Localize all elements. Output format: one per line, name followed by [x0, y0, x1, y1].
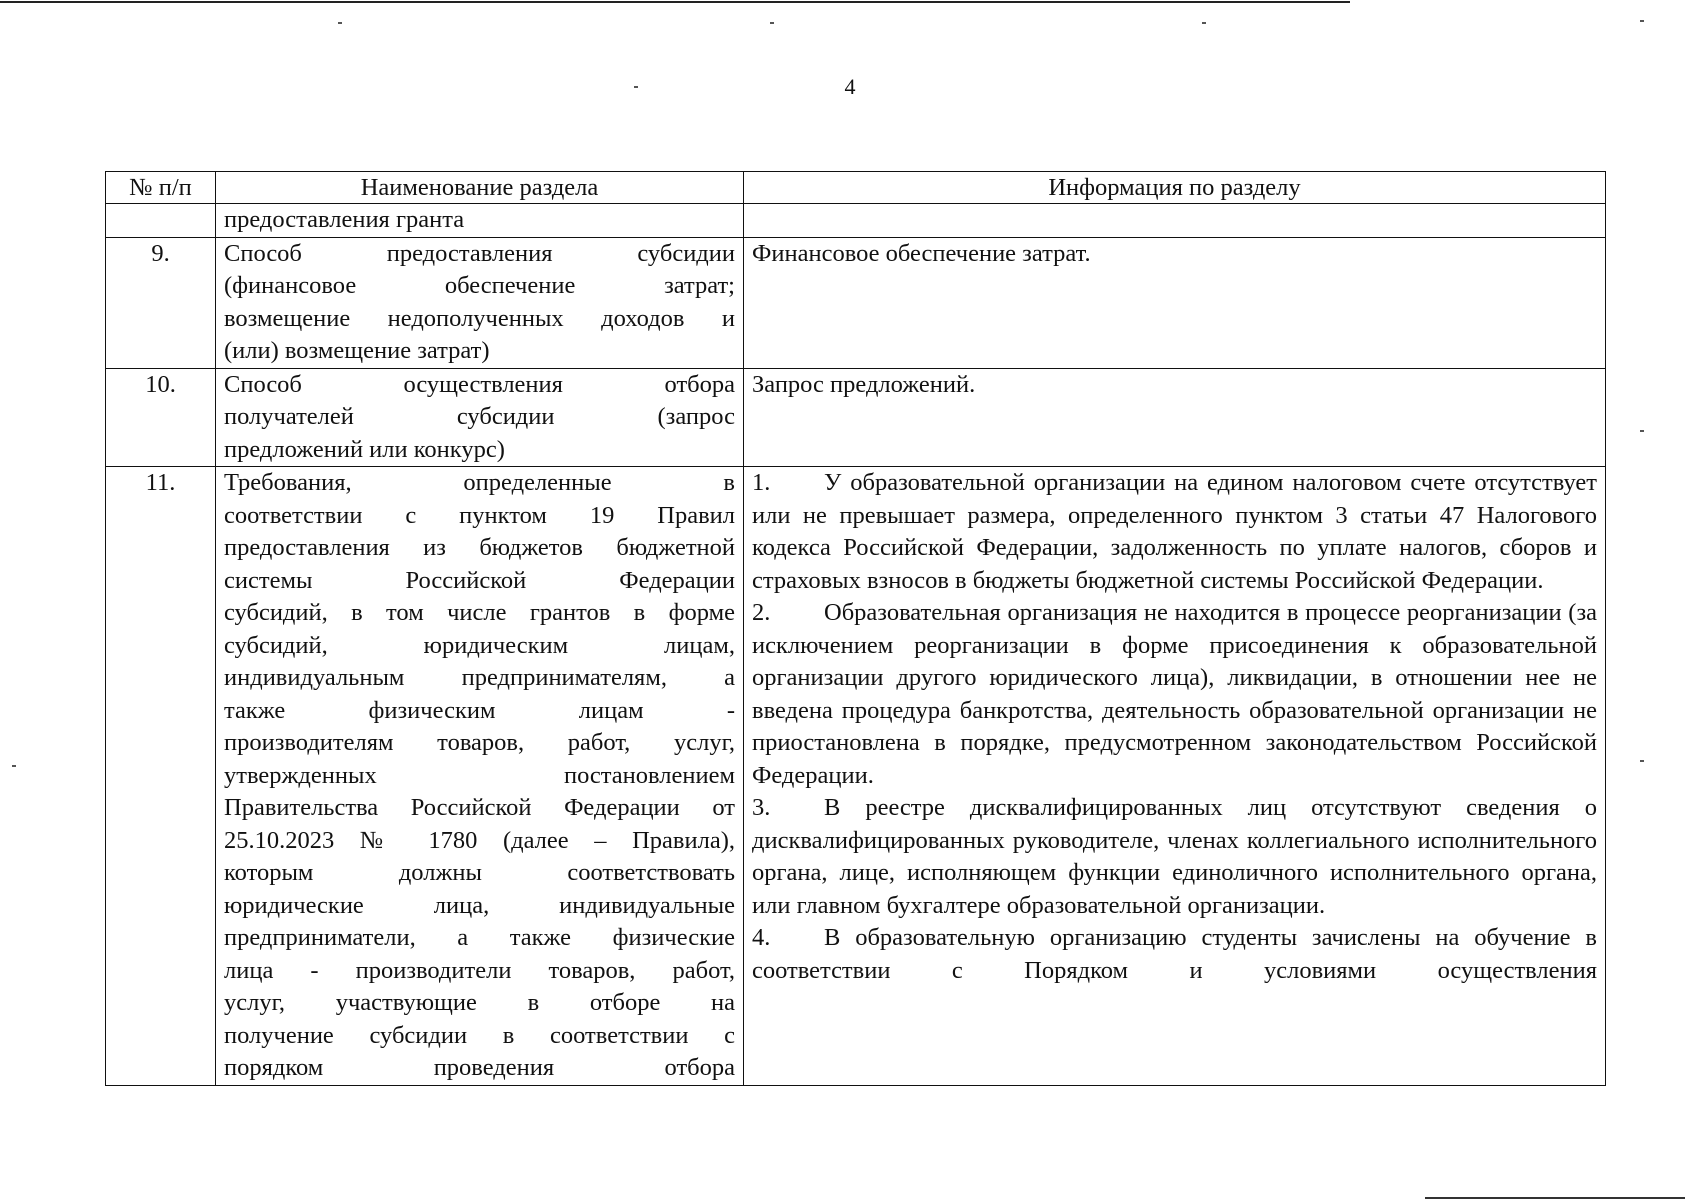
cell-section-info	[744, 467, 1606, 1086]
scan-speck	[634, 86, 638, 88]
cell-section-info	[744, 204, 1606, 238]
section-name-line: Способ предоставления субсидии	[224, 239, 735, 267]
section-name-line: также физическим лицам -	[224, 696, 735, 724]
section-name-line: которым должны соответствовать	[224, 859, 735, 886]
table-header-row	[106, 172, 1606, 204]
scan-speck	[1640, 20, 1644, 22]
info-paragraph-number: 3.	[752, 794, 771, 821]
cell-section-name	[216, 237, 744, 368]
section-name-line: (финансовое обеспечение затрат;	[224, 272, 735, 299]
section-name-line: утвержденных постановлением	[224, 761, 735, 789]
header-section-info: Информация по разделу	[744, 172, 1606, 204]
section-name-line: (или) возмещение затрат)	[224, 337, 490, 364]
info-paragraph-text: В реестре дисквалифицированных лиц отсутствуют сведения о дисквалифицированных руководителе, членах коллегиального исполнительного органа, лице, исполняющем функции единоличного исполнительного органа, или главном бухгалтере образовательной организации.	[752, 794, 1597, 919]
section-name-line: услуг, участвующие в отборе на	[224, 989, 735, 1016]
section-name-line: предприниматели, а также физические	[224, 924, 735, 951]
cell-number: 10.	[106, 368, 216, 467]
cell-number	[106, 204, 216, 238]
section-name-line: производителям товаров, работ, услуг,	[224, 729, 735, 756]
scan-speck	[12, 765, 16, 767]
section-name-line: соответствии с пунктом 19 Правил	[224, 501, 735, 529]
section-name-line: лица - производители товаров, работ,	[224, 956, 735, 984]
top-scan-border	[0, 1, 1350, 3]
section-name-line: предоставления из бюджетов бюджетной	[224, 534, 735, 561]
scan-speck	[770, 22, 774, 24]
section-name-line: Способ осуществления отбора	[224, 370, 735, 398]
table-row-continuation	[106, 204, 1606, 238]
info-paragraph-text: У образовательной организации на едином налоговом счете отсутствует или не превышает размера, определенного пунктом 3 статьи 47 Налогового кодекса Российской Федерации, задолженность по уплате налогов, сборов и страховых взносов в бюджеты бюджетной системы Российской Федерации.	[752, 469, 1597, 594]
section-name-line: получение субсидии в соответствии с	[224, 1021, 735, 1049]
table-row	[106, 467, 1606, 1086]
section-name-line: субсидий, юридическим лицам,	[224, 631, 735, 659]
info-paragraph	[752, 597, 1597, 792]
info-paragraph	[752, 369, 1597, 402]
cell-number: 9.	[106, 237, 216, 368]
bottom-scan-border	[1425, 1197, 1685, 1199]
section-name-line: 25.10.2023 № 1780 (далее – Правила),	[224, 826, 735, 854]
scan-speck	[1640, 430, 1644, 432]
info-paragraph-text: Образовательная организация не находится в процессе реорганизации (за исключением реорганизации в форме присоединения к образовательной организации другого юридического лица), ликвидации, в отношении нее не введена процедура банкротства, деятельность образовательной организации не приостановлена в порядке, предусмотренном законодательством Российской Федерации.	[752, 599, 1597, 789]
section-name-line: возмещение недополученных доходов и	[224, 304, 735, 332]
info-paragraph-number: 2.	[752, 599, 771, 626]
section-name-line: Требования, определенные в	[224, 469, 735, 496]
section-name-line: индивидуальным предпринимателям, а	[224, 664, 735, 691]
document-table	[105, 171, 1606, 1086]
cell-section-name	[216, 368, 744, 467]
info-paragraph	[752, 467, 1597, 597]
scan-speck	[1202, 22, 1206, 24]
section-name-line: Правительства Российской Федерации от	[224, 794, 735, 821]
cell-section-name: предоставления гранта	[216, 204, 744, 238]
scan-speck	[338, 22, 342, 24]
section-name-line: порядком проведения отбора	[224, 1054, 735, 1081]
info-paragraph-text: Финансовое обеспечение затрат.	[752, 239, 1091, 267]
section-name-line: предложений или конкурс)	[224, 435, 505, 463]
info-paragraph	[752, 792, 1597, 922]
table-row	[106, 237, 1606, 368]
info-paragraph-number: 1.	[752, 469, 771, 496]
section-name-line: получателей субсидии (запрос	[224, 403, 735, 430]
header-section-name: Наименование раздела	[216, 172, 744, 204]
scan-speck	[1640, 760, 1644, 762]
section-name-line: системы Российской Федерации	[224, 566, 735, 594]
table-row	[106, 368, 1606, 467]
info-paragraph-number: 4.	[752, 924, 771, 951]
info-paragraph-text: Запрос предложений.	[752, 370, 976, 398]
header-number: № п/п	[106, 172, 216, 204]
page-number: 4	[844, 74, 856, 99]
section-name-line: юридические лица, индивидуальные	[224, 891, 735, 919]
cell-number: 11.	[106, 467, 216, 1086]
info-paragraph	[752, 922, 1597, 987]
cell-section-info	[744, 368, 1606, 467]
cell-section-info	[744, 237, 1606, 368]
cell-section-name	[216, 467, 744, 1086]
info-paragraph-text: В образовательную организацию студенты зачислены на обучение в соответствии с Порядком и условиями осуществления	[752, 924, 1597, 984]
info-paragraph	[752, 238, 1597, 271]
section-name-line: субсидий, в том числе грантов в форме	[224, 599, 735, 626]
